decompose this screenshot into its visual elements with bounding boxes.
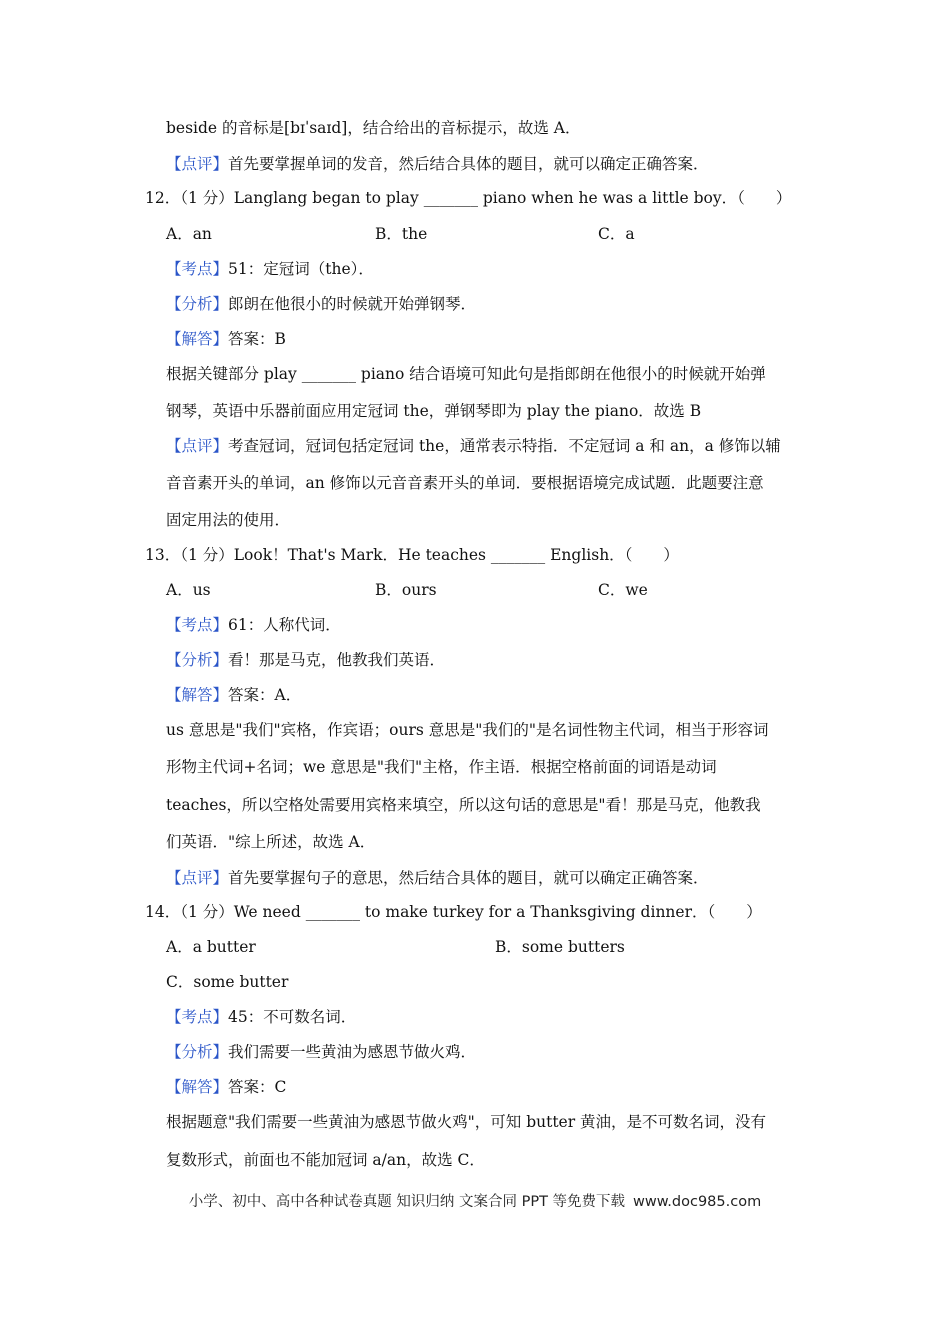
q14-explain-line: 复数形式，前面也不能加冠词 a/an，故选 C．	[166, 1151, 485, 1169]
jieda-text: 答案：C	[228, 1078, 287, 1096]
jieda-text: 答案：A．	[228, 686, 302, 704]
kaodian-text: 61：人称代词．	[228, 616, 341, 634]
q13-choice-c: C．we	[598, 581, 648, 599]
jieda-text: 答案：B	[228, 330, 286, 348]
jieda-tag: 【解答】	[166, 1078, 229, 1096]
review-text: 首先要掌握句子的意思，然后结合具体的题目，就可以确定正确答案．	[228, 869, 709, 887]
question-13-stem: 13．（1 分）Look！That's Mark．He teaches _______ English．（ ）	[145, 546, 679, 564]
footer-site-link[interactable]: www.doc985.com	[633, 1194, 762, 1210]
q12-review	[166, 436, 781, 456]
q12-explain-line: 根据关键部分 play _______ piano 结合语境可知此句是指郎朗在他很小的时候就开始弹	[166, 365, 766, 383]
q12-review-line: 固定用法的使用．	[166, 511, 291, 529]
q14-choice-b: B．some butters	[495, 938, 625, 956]
q13-choice-b: B．ours	[375, 581, 437, 599]
q13-explain-line: 们英语．"综上所述，故选 A．	[166, 833, 376, 851]
page-footer	[0, 1192, 950, 1212]
kaodian-tag: 【考点】	[166, 1008, 229, 1026]
q12-review-line: 音音素开头的单词，an 修饰以元音音素开头的单词．要根据语境完成试题．此题要注意	[166, 474, 764, 492]
footer-text: 小学、初中、高中各种试卷真题 知识归纳 文案合同 PPT 等免费下载	[188, 1194, 626, 1210]
review-line	[166, 154, 709, 174]
fenxi-tag: 【分析】	[166, 1043, 229, 1061]
q14-jieda	[166, 1077, 286, 1097]
fenxi-text: 我们需要一些黄油为感恩节做火鸡．	[228, 1043, 477, 1061]
jieda-tag: 【解答】	[166, 686, 229, 704]
q13-choice-a: A．us	[166, 581, 211, 599]
q12-fenxi	[166, 294, 476, 314]
q14-choice-a: A．a butter	[166, 938, 256, 956]
q12-explain-line: 钢琴，英语中乐器前面应用定冠词 the，弹钢琴即为 play the piano．故选 B	[166, 402, 702, 420]
kaodian-text: 51：定冠词（the）．	[228, 260, 374, 278]
q13-jieda	[166, 685, 301, 705]
question-14-stem: 14．（1 分）We need _______ to make turkey for a Thanksgiving dinner．（ ）	[145, 903, 762, 921]
review-tag: 【点评】	[166, 155, 229, 173]
q13-review	[166, 868, 709, 888]
q13-explain-line: teaches，所以空格处需要用宾格来填空，所以这句话的意思是"看！那是马克，他教我	[166, 796, 761, 814]
review-text: 首先要掌握单词的发音，然后结合具体的题目，就可以确定正确答案．	[228, 155, 709, 173]
explanation-line: beside 的音标是[bɪˈsaɪd]，结合给出的音标提示，故选 A．	[166, 119, 581, 137]
kaodian-text: 45：不可数名词．	[228, 1008, 357, 1026]
q13-fenxi	[166, 650, 445, 670]
q12-choice-b: B．the	[375, 225, 428, 243]
q14-fenxi	[166, 1042, 476, 1062]
q12-jieda	[166, 329, 286, 349]
q14-explain-line: 根据题意"我们需要一些黄油为感恩节做火鸡"，可知 butter 黄油，是不可数名词，没有	[166, 1113, 767, 1131]
jieda-tag: 【解答】	[166, 330, 229, 348]
q14-kaodian	[166, 1007, 356, 1027]
question-12-stem: 12．（1 分）Langlang began to play _______ piano when he was a little boy．（ ）	[145, 189, 792, 207]
review-tag: 【点评】	[166, 869, 229, 887]
review-text: 考查冠词，冠词包括定冠词 the，通常表示特指．不定冠词 a 和 an，a 修饰以辅	[228, 437, 781, 455]
q13-explain-line: 形物主代词+名词；we 意思是"我们"主格，作主语．根据空格前面的词语是动词	[166, 758, 717, 776]
q12-kaodian	[166, 259, 374, 279]
q13-kaodian	[166, 615, 341, 635]
fenxi-text: 郎朗在他很小的时候就开始弹钢琴．	[228, 295, 477, 313]
q14-choice-c: C．some butter	[166, 973, 289, 991]
fenxi-text: 看！那是马克，他教我们英语．	[228, 651, 446, 669]
kaodian-tag: 【考点】	[166, 260, 229, 278]
q12-choice-c: C．a	[598, 225, 635, 243]
kaodian-tag: 【考点】	[166, 616, 229, 634]
q13-explain-line: us 意思是"我们"宾格，作宾语；ours 意思是"我们的"是名词性物主代词，相当于形容词	[166, 721, 769, 739]
q12-choice-a: A．an	[166, 225, 212, 243]
review-tag: 【点评】	[166, 437, 229, 455]
fenxi-tag: 【分析】	[166, 651, 229, 669]
fenxi-tag: 【分析】	[166, 295, 229, 313]
